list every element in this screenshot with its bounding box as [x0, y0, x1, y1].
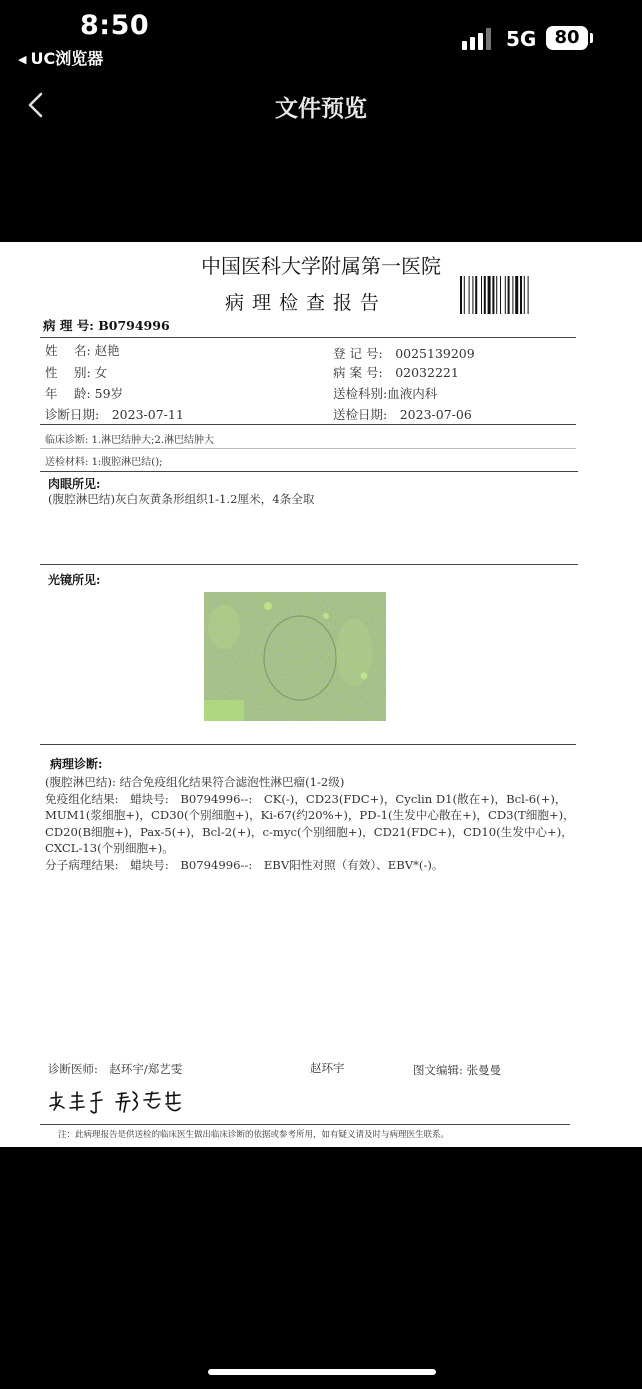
battery-level: 80: [554, 27, 580, 48]
pathology-number: [43, 316, 170, 334]
field-name-label: 姓 名:: [45, 343, 91, 358]
micro-title: 光镜所见:: [48, 573, 101, 587]
barcode-bar: [520, 276, 522, 314]
field-send-date-value: 2023-07-06: [399, 407, 472, 422]
sent-material-label: 送检材料:: [45, 457, 89, 468]
clinical-diagnosis-value: 1.淋巴结肿大;2.淋巴结肿大: [91, 435, 215, 446]
diagnosing-doctors: [48, 1061, 182, 1077]
barcode-bar: [528, 276, 529, 314]
barcode-bar: [500, 276, 501, 314]
microscope-image: [204, 592, 386, 721]
editor: [413, 1062, 501, 1078]
back-app-label: UC浏览器: [30, 49, 104, 68]
page-title: 文件预览: [275, 96, 367, 122]
network-type: 5G: [506, 27, 537, 51]
barcode-bar: [515, 276, 518, 314]
editor-label: 图文编辑:: [413, 1063, 463, 1077]
barcode-bar: [472, 276, 473, 314]
status-time: 8:50: [80, 10, 150, 41]
barcode-bar: [460, 276, 462, 314]
barcode-bar: [492, 276, 494, 314]
field-send-date: [333, 405, 472, 423]
barcode: [460, 276, 562, 314]
field-diag-date-label: 诊断日期:: [45, 407, 100, 422]
barcode-bar: [496, 276, 497, 314]
back-triangle-icon: ◀: [18, 53, 27, 66]
divider: [40, 471, 578, 472]
back-to-app-button[interactable]: [18, 46, 103, 69]
sent-material: [45, 453, 162, 468]
diagnosis-text: [45, 774, 575, 873]
barcode-bar: [464, 276, 465, 314]
field-reg: [333, 344, 475, 362]
barcode-bar: [505, 276, 506, 314]
home-indicator[interactable]: [208, 1369, 436, 1375]
field-sex: [45, 363, 107, 381]
doctor-label: 诊断医师:: [48, 1062, 98, 1076]
diagnosis-conclusion: (腹腔淋巴结): 结合免疫组化结果符合滤泡性淋巴瘤(1-2级): [45, 775, 345, 789]
barcode-bar: [481, 276, 482, 314]
field-diag-date: [45, 405, 184, 423]
gross-title: 肉眼所见:: [48, 477, 101, 491]
divider: [40, 744, 576, 745]
barcode-bar: [508, 276, 510, 314]
report-title: 病理检查报告: [224, 292, 387, 314]
status-bar: [0, 0, 642, 80]
footer-note: 注：此病理报告是供送检的临床医生做出临床诊断的依据或参考所用，如有疑义请及时与病理医生联系。: [58, 1130, 450, 1140]
battery-icon: [546, 26, 588, 50]
divider: [40, 564, 578, 565]
nav-bar: [0, 80, 642, 130]
report-document: [0, 242, 642, 1147]
field-name: [45, 341, 120, 359]
divider: [40, 1124, 570, 1125]
field-age-value: 59岁: [94, 386, 124, 401]
pathology-number-label: 病 理 号:: [43, 318, 94, 333]
diagnosis-ihc: 免疫组化结果: 蜡块号: B0794996--: CK(-)，CD23(FDC+)，Cyclin D1(散在+)，Bcl-6(+)，MUM1(浆细胞+)，CD30(个别细胞+)，Ki-67(约20%+)，PD-1(生发中心散在+)，CD3(T细胞+)，CD20(B细胞+)，Pax-5(+)，Bcl-2(+)，c-myc(个别细胞+)，CD21(FDC+)，CD10(生发中心+)，CXCL-13(个别细胞+)。: [45, 791, 575, 855]
field-dept: [333, 384, 437, 402]
field-age: [45, 384, 123, 402]
pathology-number-value: B0794996: [98, 318, 170, 333]
reviewer-name: 赵环宇: [310, 1061, 345, 1075]
field-name-value: 赵艳: [94, 343, 120, 358]
signal-icon: [462, 28, 494, 50]
battery-tip: [590, 33, 593, 43]
editor-name: 张曼曼: [466, 1063, 502, 1077]
field-case: [333, 363, 459, 381]
field-age-label: 年 龄:: [45, 386, 91, 401]
field-dept-label: 送检科别:: [333, 386, 388, 401]
field-send-date-label: 送检日期:: [333, 407, 388, 422]
barcode-bar: [488, 276, 491, 314]
diagnosis-molecular: 分子病理结果: 蜡块号: B0794996--: EBV阳性对照（有效）、EBV*(-)。: [45, 857, 444, 872]
doctor-names: 赵环宇/郑艺雯: [109, 1062, 183, 1076]
field-reg-label: 登 记 号:: [333, 346, 383, 361]
barcode-bar: [484, 276, 486, 314]
handwritten-signature: [48, 1088, 183, 1116]
gross-text: (腹腔淋巴结)灰白灰黄条形组织1-1.2厘米，4条全取: [48, 492, 315, 506]
barcode-bar: [512, 276, 513, 314]
field-reg-value: 0025139209: [395, 346, 475, 361]
sent-material-value: 1:腹腔淋巴结();: [91, 457, 163, 468]
field-case-value: 02032221: [395, 365, 459, 380]
clinical-diagnosis: [45, 431, 214, 446]
barcode-bar: [475, 276, 477, 314]
divider: [40, 337, 576, 338]
field-case-label: 病 案 号:: [333, 365, 383, 380]
clinical-diagnosis-label: 临床诊断:: [45, 435, 89, 446]
field-diag-date-value: 2023-07-11: [111, 407, 184, 422]
barcode-bar: [469, 276, 470, 314]
diagnosis-title: 病理诊断:: [50, 757, 103, 771]
divider: [40, 448, 576, 449]
hospital-name: 中国医科大学附属第一医院: [201, 254, 441, 278]
field-sex-value: 女: [94, 365, 108, 380]
divider: [40, 424, 576, 425]
field-sex-label: 性 别:: [45, 365, 91, 380]
field-dept-value: 血液内科: [387, 386, 438, 401]
barcode-bar: [524, 276, 525, 314]
